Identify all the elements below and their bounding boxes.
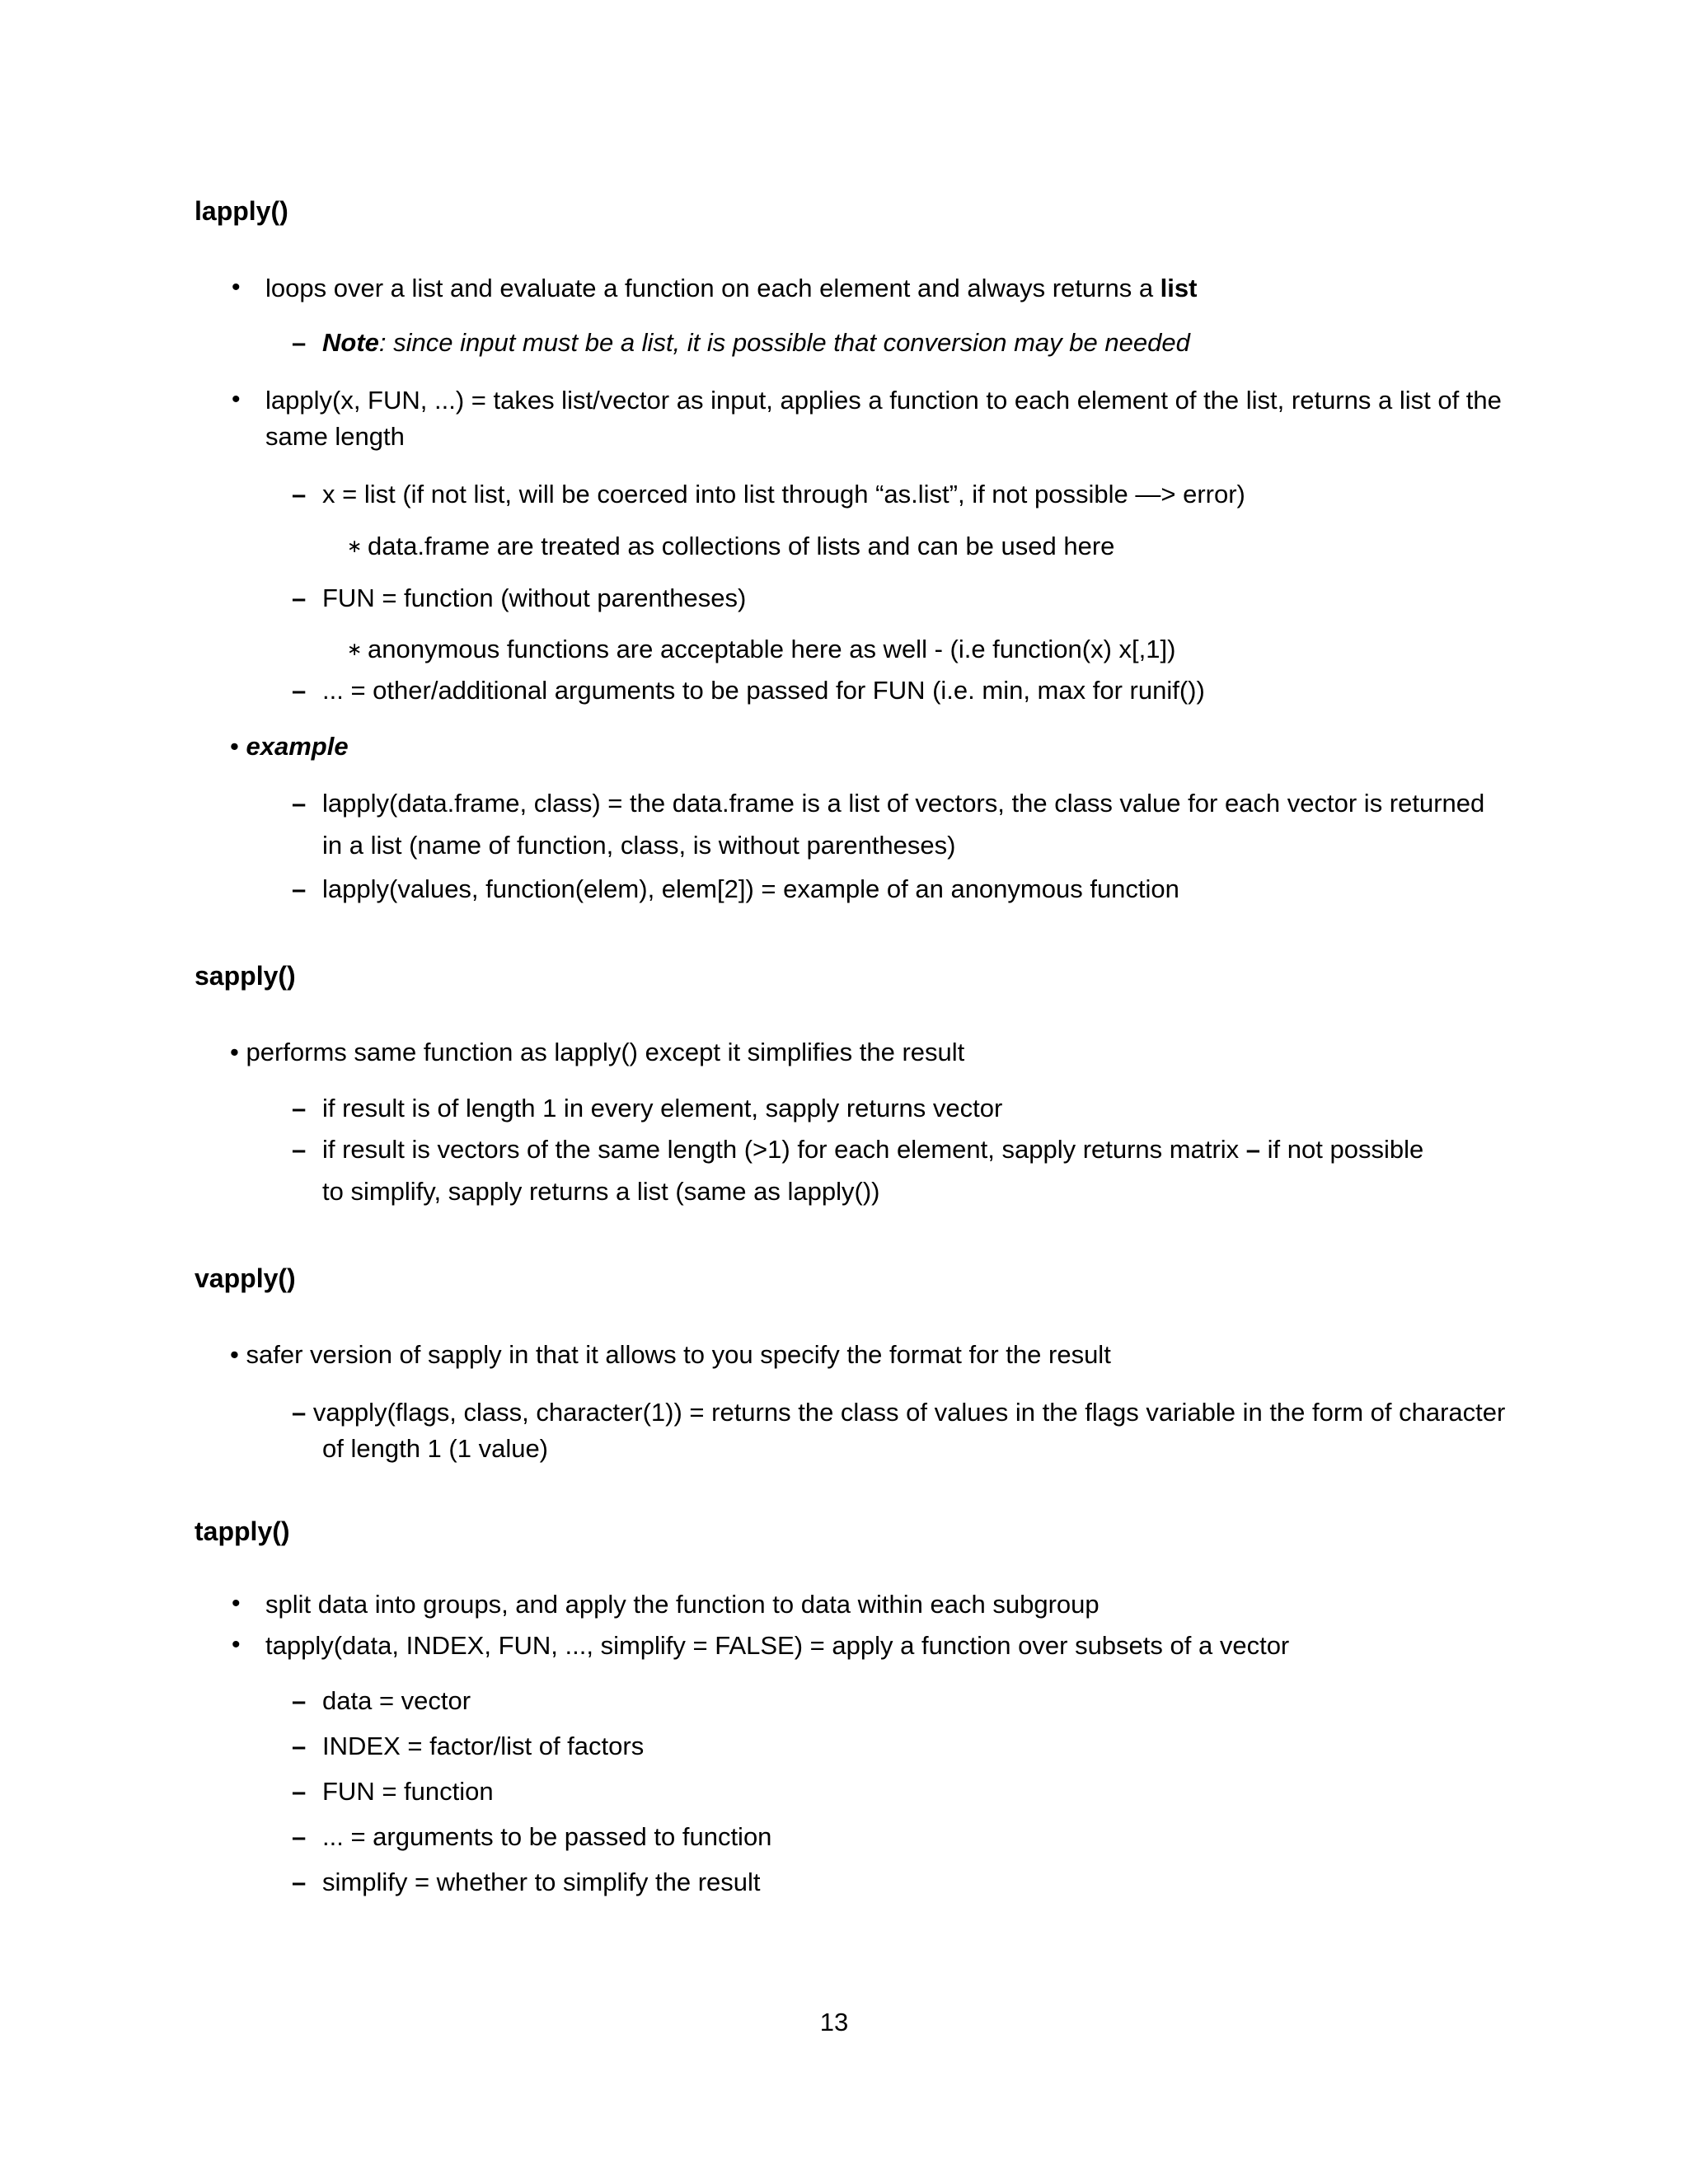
tapply-bullet-2: tapply(data, INDEX, FUN, ..., simplify = FALSE) = apply a function over subsets of a vector xyxy=(265,1631,1290,1660)
tapply-dash-1: data = vector xyxy=(322,1686,471,1715)
heading-sapply: sapply() xyxy=(195,961,296,991)
lapply-bullet-1 xyxy=(265,274,1197,303)
dash-marker: – xyxy=(292,789,307,818)
vapply-dash-1-line-2: of length 1 (1 value) xyxy=(322,1434,549,1463)
dash-marker: – xyxy=(292,1686,307,1715)
sapply-dash-1: if result is of length 1 in every element, sapply returns vector xyxy=(322,1094,1003,1122)
sapply-dash-2-text-a: if result is vectors of the same length (>1) for each element, sapply returns matrix xyxy=(322,1135,1246,1164)
tapply-dash-4: ... = arguments to be passed to function xyxy=(322,1822,772,1851)
bullet-marker: • xyxy=(230,732,239,761)
lapply-example-1-line-1: lapply(data.frame, class) = the data.frame is a list of vectors, the class value for each vector is returned xyxy=(322,789,1485,818)
note-text: : since input must be a list, it is possible that conversion may be needed xyxy=(378,328,1190,357)
vapply-bullet-1 xyxy=(230,1340,1111,1370)
lapply-bullet-1-text: loops over a list and evaluate a function on each element and always returns a xyxy=(265,274,1160,302)
sapply-dash-2-text-b: if not possible xyxy=(1260,1135,1424,1164)
example-label: example xyxy=(246,732,349,761)
vapply-dash-1-text: vapply(flags, class, character(1)) = returns the class of values in the flags variable in the form of character xyxy=(312,1398,1506,1427)
lapply-bullet-2-line-2: same length xyxy=(265,422,405,451)
dash-marker: – xyxy=(292,1777,307,1806)
vapply-dash-1-line-1 xyxy=(292,1398,1505,1427)
tapply-dash-5: simplify = whether to simplify the result xyxy=(322,1868,761,1896)
sapply-bullet-1-text: performs same function as lapply() except it simplifies the result xyxy=(246,1038,965,1066)
heading-vapply: vapply() xyxy=(195,1263,296,1293)
dash-marker: – xyxy=(292,1732,307,1760)
star-marker: ∗ xyxy=(347,639,363,659)
lapply-bullet-1-bold: list xyxy=(1160,274,1198,302)
sapply-dash-2-inline-dash: – xyxy=(1245,1135,1261,1164)
bullet-marker: • xyxy=(230,1340,239,1369)
dash-marker: – xyxy=(292,1398,307,1427)
lapply-example-1-line-2: in a list (name of function, class, is without parentheses) xyxy=(322,831,956,860)
lapply-x-sub: data.frame are treated as collections of lists and can be used here xyxy=(368,532,1115,560)
tapply-bullet-1: split data into groups, and apply the function to data within each subgroup xyxy=(265,1590,1100,1619)
note-label: Note xyxy=(322,328,379,357)
dash-marker: – xyxy=(292,480,307,509)
dash-marker: – xyxy=(292,583,307,612)
heading-lapply: lapply() xyxy=(195,196,288,226)
bullet-marker: • xyxy=(230,1038,239,1066)
lapply-note xyxy=(322,328,1190,358)
dash-marker: – xyxy=(292,328,307,357)
dash-marker: – xyxy=(292,1094,307,1122)
tapply-dash-3: FUN = function xyxy=(322,1777,494,1806)
bullet-marker: • xyxy=(232,1631,241,1658)
bullet-marker: • xyxy=(232,386,241,413)
sapply-dash-2-line-2: to simplify, sapply returns a list (same as lapply()) xyxy=(322,1177,880,1206)
page-number: 13 xyxy=(819,2008,849,2036)
tapply-dash-2: INDEX = factor/list of factors xyxy=(322,1732,645,1760)
heading-tapply: tapply() xyxy=(195,1516,290,1546)
lapply-fun-arg: FUN = function (without parentheses) xyxy=(322,583,747,612)
sapply-dash-2-line-1 xyxy=(322,1135,1423,1165)
star-marker: ∗ xyxy=(347,536,363,556)
dash-marker: – xyxy=(292,1868,307,1896)
lapply-example xyxy=(230,732,349,762)
vapply-bullet-1-text: safer version of sapply in that it allows to you specify the format for the result xyxy=(246,1340,1111,1369)
sapply-bullet-1 xyxy=(230,1038,964,1067)
dash-marker: – xyxy=(292,676,307,705)
bullet-marker: • xyxy=(232,1590,241,1617)
lapply-fun-sub: anonymous functions are acceptable here as well - (i.e function(x) x[,1]) xyxy=(368,635,1176,663)
lapply-bullet-2-line-1: lapply(x, FUN, ...) = takes list/vector as input, applies a function to each element of the list, returns a list of the xyxy=(265,386,1502,415)
lapply-dots-arg: ... = other/additional arguments to be passed for FUN (i.e. min, max for runif()) xyxy=(322,676,1205,705)
lapply-example-2: lapply(values, function(elem), elem[2]) = example of an anonymous function xyxy=(322,874,1179,903)
bullet-marker: • xyxy=(232,274,241,301)
lapply-x-arg: x = list (if not list, will be coerced into list through “as.list”, if not possible —> error) xyxy=(322,480,1245,509)
dash-marker: – xyxy=(292,874,307,903)
dash-marker: – xyxy=(292,1135,307,1164)
dash-marker: – xyxy=(292,1822,307,1851)
